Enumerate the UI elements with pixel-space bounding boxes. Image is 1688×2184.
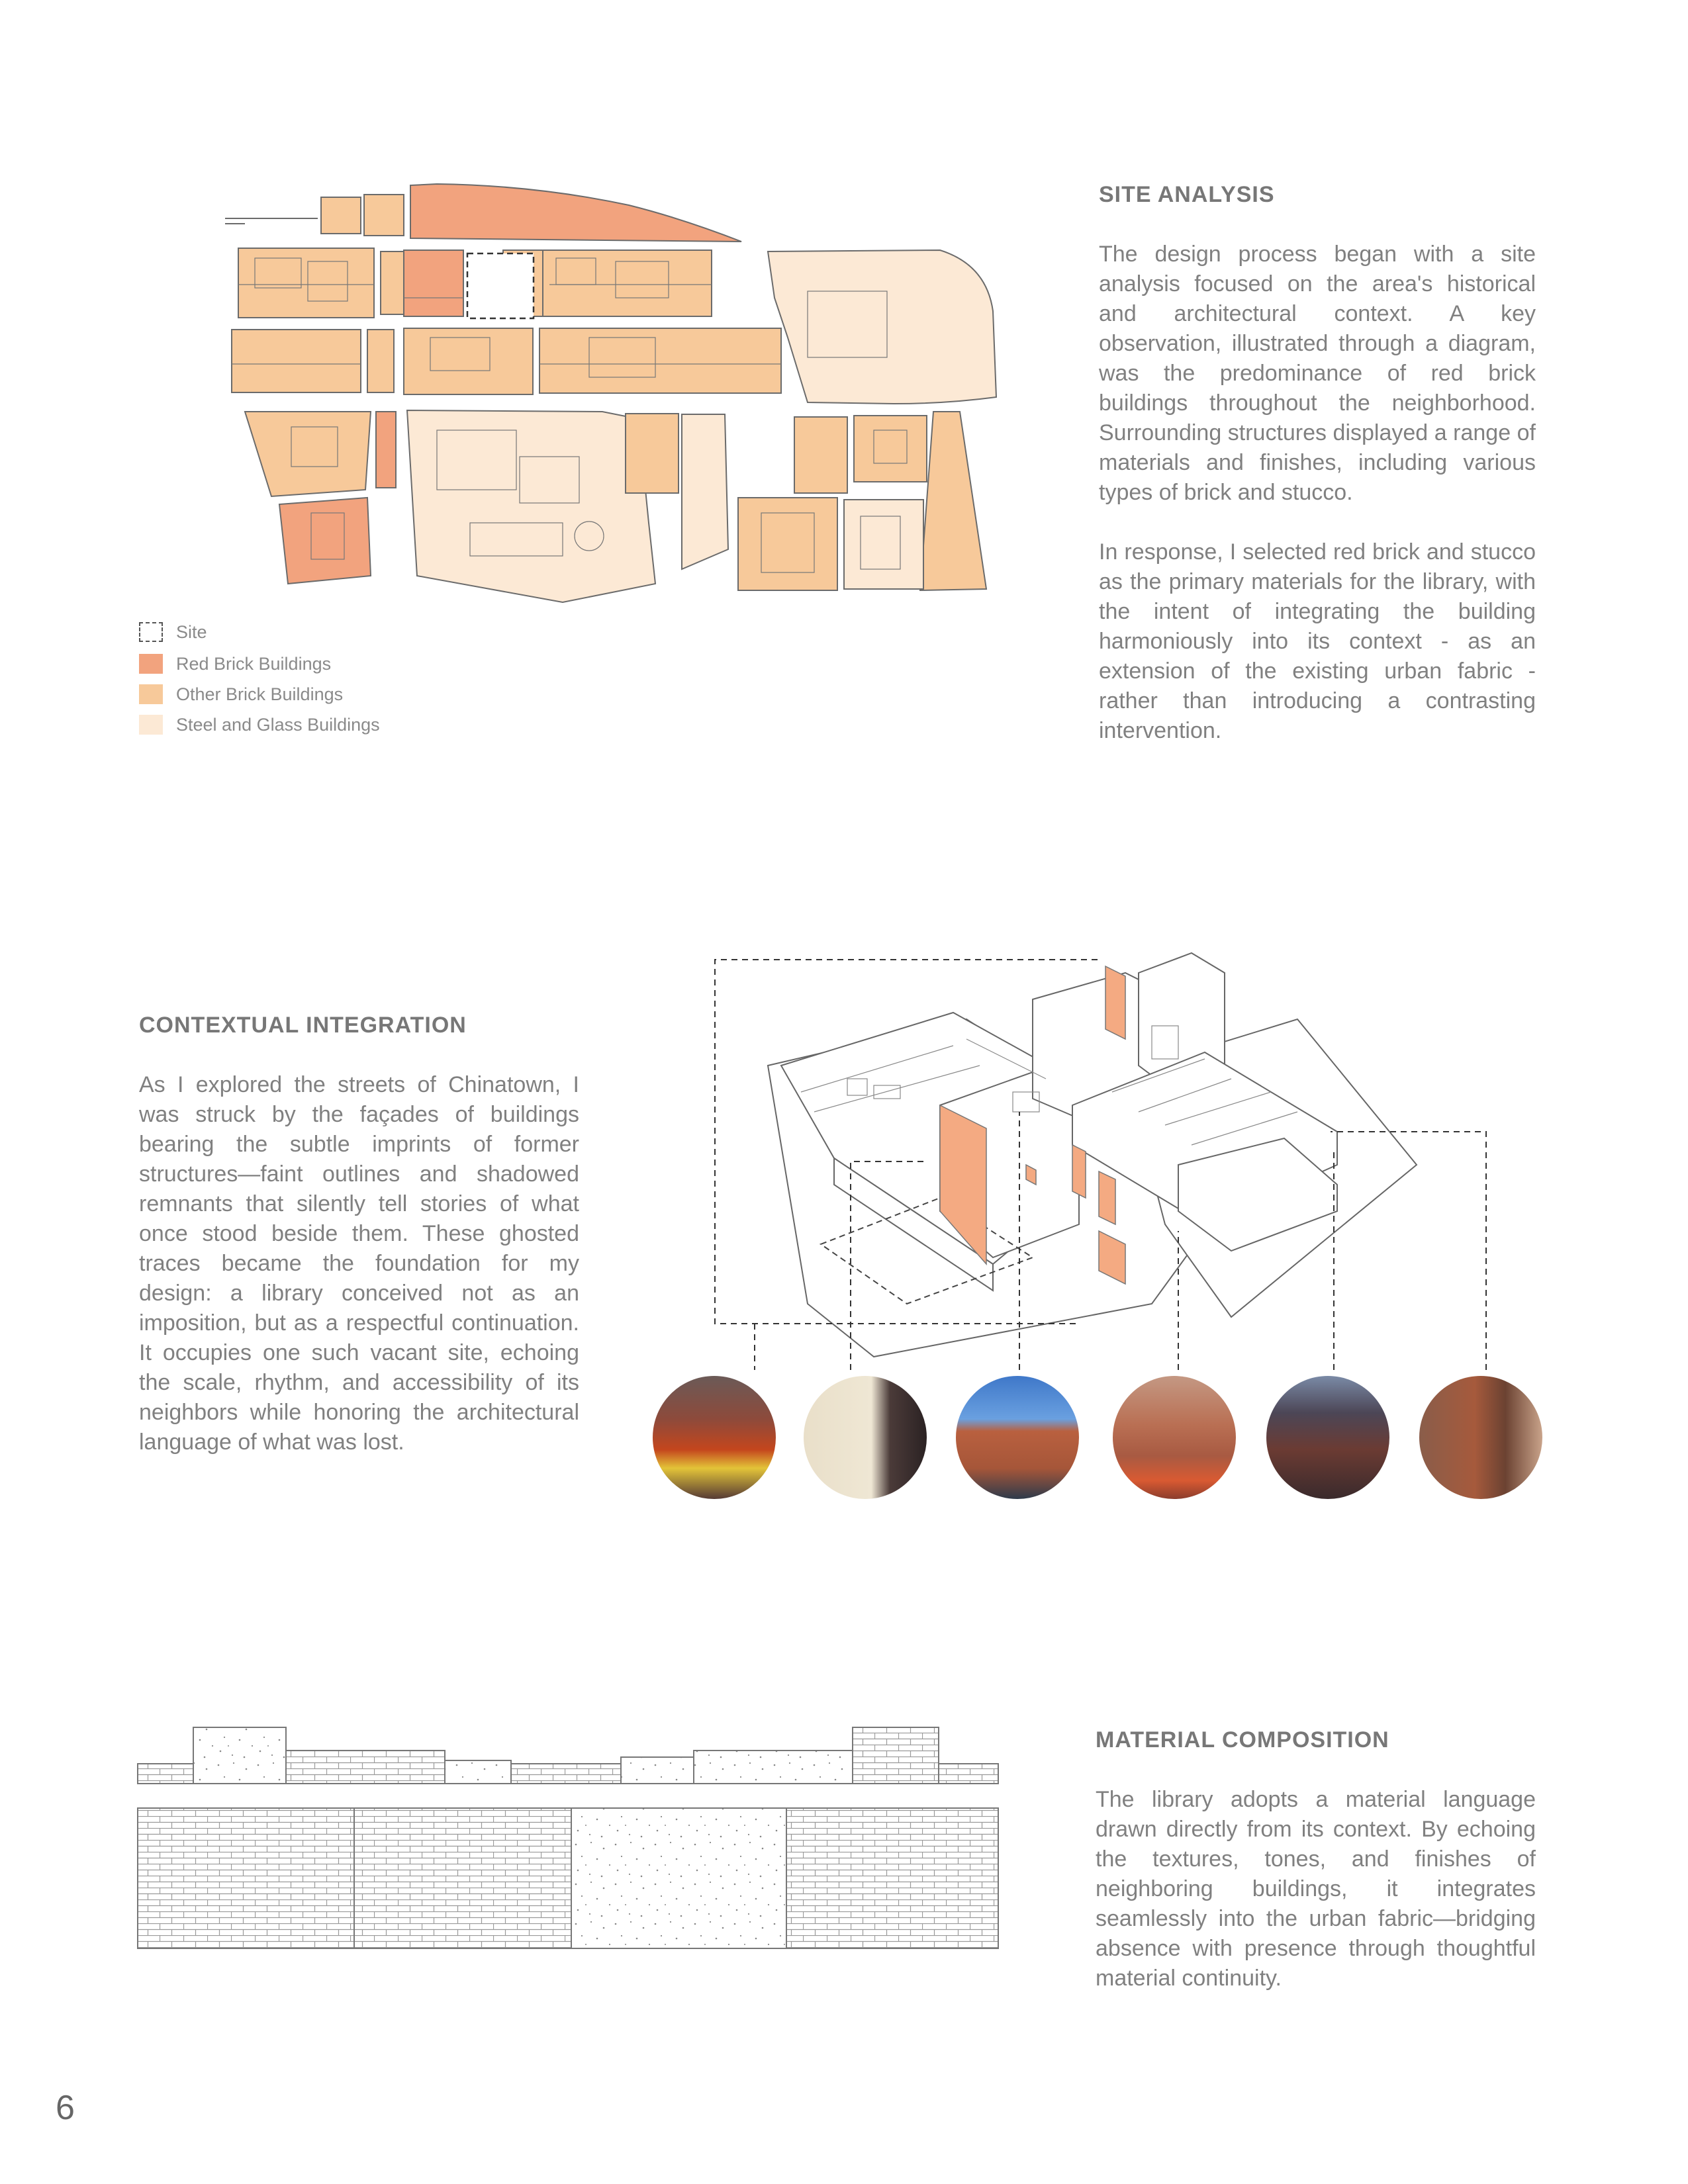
map-block-r4e xyxy=(854,416,927,482)
site-analysis-heading: SITE ANALYSIS xyxy=(1099,182,1275,207)
map-block-r4d xyxy=(794,417,847,493)
contextual-integration-heading: CONTEXTUAL INTEGRATION xyxy=(139,1013,467,1038)
legend-site xyxy=(139,621,207,643)
map-block-top-curve xyxy=(410,184,741,242)
material-composition-paragraph: The library adopts a material language drawn directly from its context. By echoing the textures, tones, and finishes of neighboring buildings, it integrates seamlessly into the urban fabric—bridging absence with presence through thoughtful material continuity. xyxy=(1096,1787,1536,1991)
map-block-r4c xyxy=(626,414,679,493)
material-composition-heading: MATERIAL COMPOSITION xyxy=(1096,1727,1389,1752)
red-brick-swatch xyxy=(139,654,163,674)
map-block-r3d xyxy=(539,328,781,393)
map-block-r3a xyxy=(232,330,361,392)
map-block-tiny xyxy=(321,197,361,234)
legend-other-brick xyxy=(139,683,343,705)
material-elevation xyxy=(136,1721,1003,1952)
map-block-r4-steel xyxy=(407,410,655,602)
photo-facade-2 xyxy=(804,1376,927,1499)
photo-facade-5 xyxy=(1266,1376,1389,1499)
photo-facade-6 xyxy=(1419,1376,1542,1499)
axonometric-diagram xyxy=(702,946,1496,1396)
legend-steel-glass-label: Steel and Glass Buildings xyxy=(176,714,380,735)
map-block-r4-steel-2 xyxy=(682,414,728,569)
map-block-red-big xyxy=(279,498,371,584)
contextual-integration-section xyxy=(139,1013,579,1457)
map-site-outline xyxy=(467,253,534,318)
photo-facade-3 xyxy=(956,1376,1079,1499)
photo-facade-1 xyxy=(653,1376,776,1499)
material-composition-section xyxy=(1096,1727,1536,1993)
legend-steel-glass xyxy=(139,713,380,736)
legend-red-brick xyxy=(139,653,331,675)
map-block-r3c xyxy=(404,328,533,394)
map-block-r2c xyxy=(543,250,712,316)
facade-red-3 xyxy=(1072,1145,1086,1198)
map-block-r4g xyxy=(920,412,986,590)
facade-red-4 xyxy=(1099,1171,1115,1224)
site-map xyxy=(218,179,1000,609)
map-block-r3b xyxy=(367,330,394,392)
facade-red-2 xyxy=(1105,966,1125,1039)
site-analysis-section xyxy=(1099,182,1536,746)
legend-site-label: Site xyxy=(176,621,207,642)
map-block-r4f xyxy=(738,498,837,590)
map-block-r4a xyxy=(245,412,371,496)
map-block-r2a xyxy=(238,248,374,318)
steel-glass-swatch xyxy=(139,715,163,735)
map-block-r2-red xyxy=(404,250,463,316)
contextual-integration-paragraph: As I explored the streets of Chinatown, I was struck by the façades of buildings bearing the subtle imprints of former structures—faint outlines and shadowed remnants that silently tell stories of what once stood beside them. These ghosted traces became the foundation for my design: a library conceived not as an imposition, but as a respectful continuation. It occupies one such vacant site, echoing the scale, rhythm, and accessibility of its neighbors while honoring the architectural language of what was lost. xyxy=(139,1072,579,1455)
map-block-r4b xyxy=(376,412,396,488)
legend-red-brick-label: Red Brick Buildings xyxy=(176,653,332,674)
site-swatch xyxy=(139,622,163,642)
site-analysis-paragraph-2: In response, I selected red brick and stucco as the primary materials for the library, with the intent of integrating the building harmoniously into its context - as an extension of the existing urban fabric - rather than introducing a contrasting intervention. xyxy=(1099,539,1536,743)
page-number: 6 xyxy=(56,2089,75,2127)
map-block-r4h xyxy=(844,500,923,589)
site-analysis-paragraph-1: The design process began with a site analysis focused on the area's historical and architectural context. A key observation, illustrated through a diagram, was the predominance of red brick buildings throughout the neighborhood. Surrounding structures displayed a range of materials and finishes, including various types of brick and stucco. xyxy=(1099,242,1536,505)
map-block-tiny-2 xyxy=(364,195,404,236)
photo-facade-4 xyxy=(1113,1376,1236,1499)
map-block-steel xyxy=(768,250,996,404)
legend-other-brick-label: Other Brick Buildings xyxy=(176,684,344,704)
other-brick-swatch xyxy=(139,684,163,704)
